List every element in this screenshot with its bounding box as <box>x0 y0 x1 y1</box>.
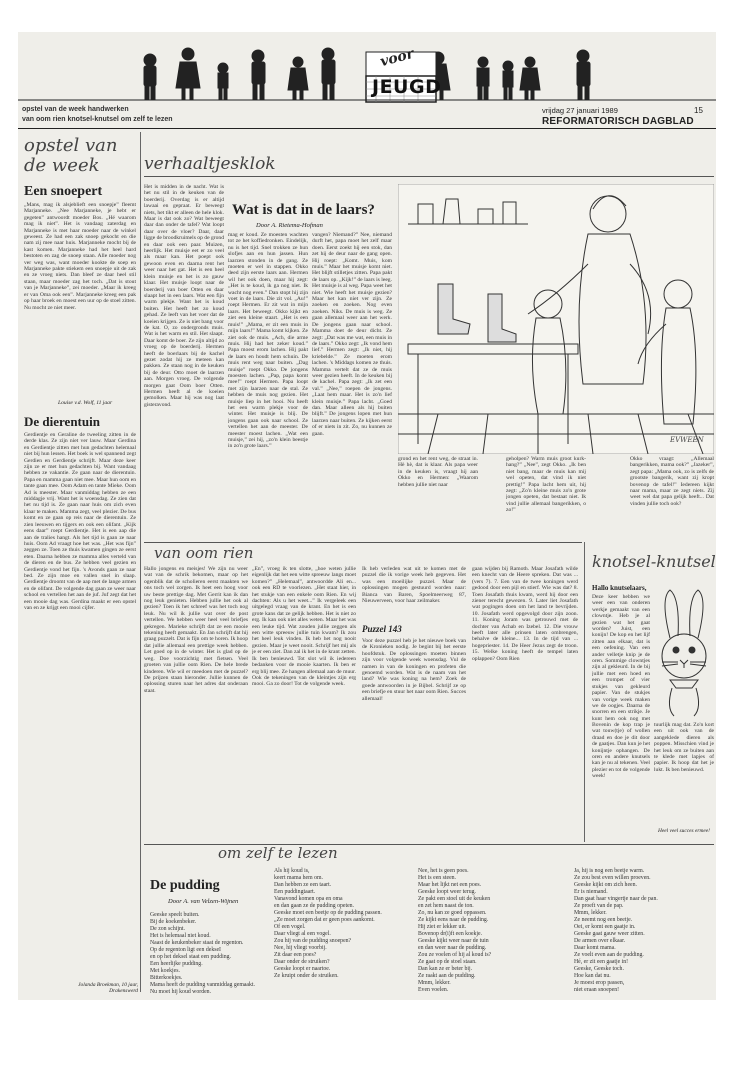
rabbit-illustration <box>652 588 714 718</box>
verhaal-rule <box>144 176 714 177</box>
page-number: 15 <box>694 106 703 115</box>
issue-date: vrijdag 27 januari 1989 <box>542 106 618 115</box>
knotsel-text-2: Bovenin de kop trap je wat touw(tje) of wollen draad en doe je dit door de gaatjes. Dan kun je het konijntje ophangen. De oren en andere knutsels kan je nu al tekenen. Veel plezier en tot de volgende week! <box>592 722 650 780</box>
zelflezen-byline: Door A. van Velzen-Wijnen <box>168 898 239 905</box>
verhaal-col-2: mag er koud. Ze moesten wachten tot ze het koffiedronken. Eindelijk, nu is het tijd. Snel trokken ze hun slofjes aan en hun jassen. Hun laarzen stonden in de gang. Ze moeten er wel in stappen. Okko deed zijn eerste laars aan. Hermen wil het ook doen, maar hij zegt: „Het is te koud, ik ga nog niet. Ik wacht nog even.” Dan stopt hij zijn voet in de laars. Die zit vol. „Au!” roept Hermen. Er zit wat in mijn laars. Het beweegt. Okko kijkt en ziet een kleine staart. „Het is een muis!” „Mama, er zit een muis in mijn laars!” Mama komt kijken. Ze ziet ook de muis. „Ach, die arme muis. Hij had het zeker koud.” Papa moest erom lachen. Hij pakt de laars en houdt hem schuin. De muis rent weg naar buiten. „Dag muisje” roept Okko. De jongens moesten lachen. „Pap, papa komt mee!” roept Hermen. Papa loopt met zijn laarzen naar de stal. Ze hebben de muis nog gezien. Het muisje liep in het hooi. Nu heeft het een warm plekje voor de winter. Het muisje is blij. De jongens gaan ook naar school. Ze vertellen het aan de meester. De meester moest lachen. „Wat een muisje,” zei hij, „zo'n klein beestje in zo'n grote laars.” <box>228 232 308 450</box>
oomrien-rule <box>144 542 582 543</box>
opstel-author-1: Louise v.d. Wolf, 11 jaar <box>58 400 113 406</box>
verhaal-col-1: Het is midden in de nacht. Wat is het nu stil in de keuken van de boerderij. Overdag is er altijd lawaai en gepraat. Er beweegt niets, het tikt er alleen de hele klok. Maar is dat ook zo? Wat beweegt daar dan onder de tafel? Wat loopt daar over de vloer? Daar, daar ligge de broodkruimels op de grond en daar ook een paar. Muizen, heerlijk. Het muisje eet er zo veel als maar kan. Het poept ook gewoon even en daarna rent het weer naar het gat. Het is een heel klein muisje en het is zo gauw klaar. Het muisje loopt naar de boerderij van boer Otten en daar slaapt het in een laars. Wat een fijn warm plekje. Want het is koud buiten. Het heeft het zo koud gehad. Ze leeft van het voer dat de koeien krijgen. Ze is niet bang voor de kat. O, zo ondergronds muis. Wat is het warm en stil. Het slaapt. Daar komt de boer. Ze zijn altijd zo vroeg op de boerderij. Hermen heeft de boerlaars bij de kachel gezet zodat hij ze meteen kan pakken. Ze staan nog in de keuken bij de deur. Otto moet de laarzen aan. Morgen vroeg. De volgende morgen gaat Oom boer Otten. Hermen heeft al de koeien gemolken. Maar hij was nog laat gisteravond. <box>144 184 224 408</box>
verhaal-byline: Door A. Rietema-Hofman <box>256 222 323 229</box>
verhaal-col-3: vangen? Niemand?” Nee, niemand durft het, papa moet het zelf maar doen. Eerst zoekt hij een stok, dan zet hij de deur naar de gang open. Hij roept: „Komt. Muis, kom muis.” Maar het muisje komt niet. Het blijft stilletjes zitten. Papa pakt de laars op. „Kijk!” de laars is leeg. Het muisje is al weg. Papa weet het niet. Wie heeft het muisje gezien? Maar het kan niet ver zijn. Ze zoeken en zoeken. Nog even zoeken. Niks. De muis is weg. Ze gaan allemaal weer aan het werk. De jongens gaan naar school. Mamma doet de deur dicht. Ze zegt: „Dat was me wat, een muis in de laars.” Okko zegt: „Ik vond hem lief.” Hermen zegt: „Ik niet, hij kriebelde.” Ze moeten erom lachen. 's Middags komen ze thuis. Mamma vertelt dat ze de muis weer gezien heeft. In de keuken bij de kachel. Papa zegt: „Ik zet een val.” „Nee,” roepen de jongens. „Laat hem maar. Het is zo'n lief klein muisje.” Papa lacht. „Goed dan. Maar alleen als hij buiten blijft.” De jongens lopen met hun laarzen naar buiten. Ze kijken eerst of er niets in zit. Zo, nu kunnen ze gaan. <box>312 232 392 437</box>
opstel-author-2: Jolanda Broekman, 10 jaar, Drakenswerd <box>78 982 138 994</box>
masthead <box>18 32 716 110</box>
verhaal-section-heading: verhaaltjesklok <box>144 154 276 174</box>
verhaal-col-4a: grond en het rent weg, de straat in. Hè hè, dat is klaar. Als papa weer in de keuken is, vraagt hij aan Okko en Hermen: „Waarom hebben jullie niet naar <box>398 456 478 488</box>
header-rule <box>18 128 716 129</box>
oomrien-col-3a: Ik heb verleden wat uit te komen met de puzzel die ik vorige week heb gegeven. Het was een moeilijke puzzel. Maar de oplossingen mogen gestuurd worden naar: Bianca van Baren, Spoelmeerweg 87, Nieuwerveen, voor haar zeilmaker. <box>362 566 466 605</box>
knotsel-divider <box>584 542 585 842</box>
knotsel-text-3: tuurlijk mag dat. Zo'n kort een uit ook van de aangeklede dieren als poppen. Misschien vind je het leuk om ze buiten aan te klede met lapjes of papier. Ik hoop dat het je lukt. Ik ben benieuwd. <box>654 722 714 773</box>
column-divider <box>140 132 141 992</box>
header-line-1: opstel van de week handwerken <box>22 106 129 113</box>
newspaper-name: REFORMATORISCH DAGBLAD <box>542 116 694 127</box>
opstel-text-1: „Mans, mag ik alsjeblieft een snoepje” fleemt Marjanneke. „Nee Marjanneke, je hebt er gegeten” antwoordt moeder Bos. „Hé waarom mag ik niet”. Het is vandaag zaterdag en Marjanneke is met haar moeder naar de winkel geweest. Ze had een zak snoep gekocht en die nam zij mee naar huis. Marjanneke mocht bij de kast komen. Marjanneke had het heel hard bestoten en zag de snoep staan. Alle moeder nog ver weg was, want moeder kookte de soep en Marjanneke pakte stiekem een snoepje uit de zak en ze vroeg niets. Dan bleef ze daar heel stil staan, maar moeder zag het toch. „Dat is stout van je Marjanneke”, zei moeder. „Maar ik kreeg er van Oma ook een”. Marjanneke kreeg een pak op haar broek en moest een uur op de stoel zitten. Nu mocht ze niet meer. <box>24 202 136 311</box>
opstel-title-2: De dierentuin <box>24 414 100 429</box>
zelflezen-col-1: Geeske speelt buiten. Bij de koekenbeker. De zon schijnt. Het is helemaal niet koud. Naast de keukenbeker staat de regenton. Op de regenton ligt een dekseI en op het deksel staat een pudding. Een heerlijke pudding. Met koekjes. Bitterkoekjes. Mama heeft de pudding vanmiddag gemaakt. Nu moet hij koud worden. <box>150 912 255 995</box>
story-illustration <box>398 184 714 454</box>
zelflezen-section-heading: om zelf te lezen <box>218 844 338 862</box>
logo-voor: voor <box>378 45 416 71</box>
oomrien-col-2: „En”, vroeg ik ten slotte, „hoe weten jullie eigenlijk dat het een witte spreeuw langs moet komen?” „Helemaal”, antwoordde Ali en... ook een RD te voorlezen. „Het staat hier, in het stukje van een enkele oom Rien. En wij dachten: Als u het weet...” Ik vergeleek een uitgelegd vraag van de krant. En het is een grote kans dat ze gelijk hebben. Het is niet zo erg. Ik kan ook niet alles weten. Maar het was een leuke tijd. Wat zouden jullie zeggen als een witte spreeuw jullie tuin kwam? Ik zou het heel leuk vinden. Ik heb het nog nooit gezien. Maar je weet nooit. Schrijf het mij als je er een ziet. Dan zal ik het in de krant zetten. Ik ben benieuwd. Tot slot wil ik iedereen bedanken voor de mooie kaarten. Ik ben er erg blij mee. Ze hangen allemaal aan de muur. Ook de tekeningen van de kleintjes zijn erg mooi. Ga zo door! Tot de volgende week. <box>252 566 356 688</box>
zelflezen-col-3: Nee, het is geen poes. Het is een steen. Maar het lijkt net een poes. Geeske loopt weer terug. Ze pakt een stoel uit de keuken en zet hem naast de ton. Zo, nu kan ze goed oppassen. Ze kijkt eens naar de pudding. Hij ziet er lekker uit. Bovenop dr(i)ft een koekje. Geeske kijkt weer naar de tuin en dan weer naar de pudding. Zou ze voelen of hij al koud is? Ze gaat op de stoel staan. Dan kan ze er beter bij. Ze raakt aan de pudding. Mmm, lekker. Even voelen. <box>418 868 492 993</box>
puzzle-title: Puzzel 143 <box>362 624 402 634</box>
zelflezen-col-4: Ja, hij is nog een beetje warm. Ze zou best even willen proeven. Geeske kijkt om zich heen. Er is niemand. Dan gaat haar vingertje naar de pan. Ze proeft van de pap. Mmm, lekker. Ze neemt nog een beetje. Oei, er komt een gaatje in. Geeske gaat gauw weer zitten. De armen over elkaar. Daar komt mama. Ze voelt even aan de pudding. Hé, er zit een gaatje in! Geeske, Geeske toch. Hoe kan dat nu. Je moest erop passen, niet eraan snoepen! <box>574 868 658 993</box>
verhaal-col-4b: geholpen? Warm muis groot kurk-hang?” „Nee”, zegt Okko. „Ik ben niet bang, maar de muis kan mij wel opeten, dat vind ik niet prettig!” Papa lacht hem uit, hij zegt: „Zo'n kleine muis zo'n grote jongen opeten, dat bestaat niet. Ik vind jullie allemaal bangerikken, o zo!” <box>506 456 586 514</box>
header-line-2: van oom rien knotsel-knutsel om zelf te lezen <box>22 116 173 123</box>
opstel-title-1: Een snoepert <box>24 184 103 199</box>
opstel-text-2: Gerdientje en Geraline de tweeling zitten in de derde klas. Ze zijn niet ver lauw. Maar Gerdina en Gerdientje zitten met hun gedachten helemaal niet bij hun lessen. Het boek is wel spannend zegt Gerdien en Gerdientje schrijft. Maar deze keer zijn ze er met hun gedachten bij. Want vandaag hebben ze vakantie. Ze gaan naar de dierentuin. Papa en mamma gaan niet mee. Maar hun oom en tante gaan mee. Oom Adam en tante Mieke. Oom Ad is meester. Maar vanmiddag hebben ze een middagje vrij. Want het is woensdag. Ze zien dat het nu tijd is. Ze gaan naar huis om zich even klaar te maken. Mamma zegt, veel plezier. De bus komt en ze gaan op reis naar de dierentuin. Ze zien leeuwen en tijgers en ook een olifant. „Kijk eens daar” roept Gerdientje. Het is een aap die aan de tralies hangt. Als het tijd is gaan ze naar huis. Oom Ad vraagt hoe het was. „Het was fijn” zeggen ze. Toen ze thuis kwamen gingen ze eerst eten. Daarna hebben ze mamma alles verteld van de dieren en de bus. Ze hebben veel gezien en Gerdientje vond het fijn. 's Avonds gaan ze naar bed. Ze zijn moe en vallen snel in slaap. Gerdientje droomt van de aap met de lange armen en de olifant. De volgende dag gaan ze weer naar school en vertellen het aan de juf. Juf zegt dat het een mooie dag was. Gerdina maakt er een opstel van en ze krijgt een mooi cijfer. <box>24 432 136 611</box>
verhaal-title: Wat is dat in de laars? <box>232 202 375 218</box>
oomrien-col-3b: Voor deze puzzel heb je het nieuwe boek van de Kronieken nodig. Je begint bij het eerste hoofdstuk. De oplossingen moeten binnen zijn voor volgende week woensdag. Vul de namen in van de koningen en profeten die genoemd worden. Wat is de naam van het land? Wie was koning na hem? Zoek de goede antwoorden in je Bijbel. Schrijf ze op een briefje en stuur het naar oom Rien. Succes allemaal! <box>362 638 466 702</box>
logo-jeugd: JEUGD <box>372 76 442 98</box>
knotsel-section-heading: knotsel-knutsel <box>592 552 716 571</box>
zelflezen-col-2: Als hij koud is, keert mama hem om. Dan hebben ze een taart. Een puddingtaart. Vanavond komen opa en oma en dan gaan ze de pudding opeten. Geeske moet een beetje op de pudding passen. „Ze moet zorgen dat er geen poes aankomt. Of een vogel. Daar vliegt al een vogel. Zou hij van de pudding snoepen? Nee, hij vliegt voorbij. Zit daar een poes? Daar onder de struiken? Geeske loopt er naartoe. Ze kruipt onder de struiken. <box>274 868 382 979</box>
knotsel-greeting: Hallo knutselaars, <box>592 584 647 592</box>
verhaal-col-4c: Okko vraagt: „Allemaal bangerikken, mama ook?” „Jazeker”, zegt papa: „Mama ook, zo is zelfs de grootste bangerik, want zij kropt bovenop de tafel!” Iedereen kijkt naar mama, maar ze zegt niets. Zij weet wel dat papa gelijk heeft... Dat vinden jullie toch ook? <box>630 456 714 507</box>
oomrien-col-1: Hallo jongens en meisjes! We zijn nu weer wat van de schrik bekomen, maar op het ogenblik dat de scholieren eerst maakten we ons toch wel zorgen. Ik heet een hoog voor uw beste prettige dag. Met Gerrit kan ik dan nog leuk genieten. Hebben jullie het ook al gezien? Toen ik het schreef was het toch nog leuk. Nu wil ik jullie wat over de post vertellen. We hebben weer heel veel briefjes gekregen. Marieke schrijft dat ze een mooie tekening heeft gemaakt. En Jan schrijft dat hij graag puzzelt. Dat is fijn om te horen. Ik hoop dat jullie allemaal een prettige week hebben. Let goed op in de winter. Het is glad op de weg. Doe voorzichtig met fietsen. Veel groeten van jullie oom Rien. De hele brede kinderen. Wie wil er meedoen met de puzzel? De prijzen staan hieronder. Jullie kunnen de oplossing sturen naar het adres dat onderaan staat. <box>144 566 248 694</box>
knotsel-text: Deze keer hebben we weer een van onderen werkje gemaakt van een clowntje. Heb je al gezien wat het gaat worden? Juist, een konijn! De kop en het lijf zitten aan elkaar, dat is een oefening. Van een ander velletje knip je de oren. Sommige clowntjes zijn al gekleurd. In de bij jullie met een hoed en een trompet of vier stukjes van gekleurd papier. Van de stukjes van vorige week maken we de oogjes. Daarna de snorren en een strikje. Je kunt hem ook nog met <box>592 594 650 722</box>
oomrien-col-4: gaan wijden bij Ramoth. Maar Josafath wilde een knecht van de Heere spreken. Dat was ... (vers 7). 7. Een van de twee koningen werd gedood door een pijl en stierf. Wie was dat? 8. Toen Josafath thuis kwam, werd hij door een ziener terecht gewezen. 9. Later liet Josafath wat pogingen doen om het land te bevrijden. 10. Josafath werd opgevolgd door zijn zoon. 11. Koning Joram was getrouwd met de dochter van Achab en Izebel. 12. Die vrouw heeft later alle prinsen laten ombrengen, behalve de kleine... 13. In de tijd van ... hogepriester. 14. De Heer Jezus zegt de troon. 15. Welke koning heeft de tempel laten oplappen? Oom Rien <box>472 566 578 662</box>
masthead-illustration <box>18 32 716 110</box>
zelflezen-title: De pudding <box>150 878 220 893</box>
newspaper-page <box>18 32 716 1000</box>
oomrien-section-heading: van oom rien <box>154 544 254 562</box>
opstel-section-heading: opstel van de week <box>24 135 118 176</box>
knotsel-signoff: Heel veel succes ermee! <box>658 828 710 834</box>
illustrator-signature: EVWEEN <box>670 436 704 444</box>
